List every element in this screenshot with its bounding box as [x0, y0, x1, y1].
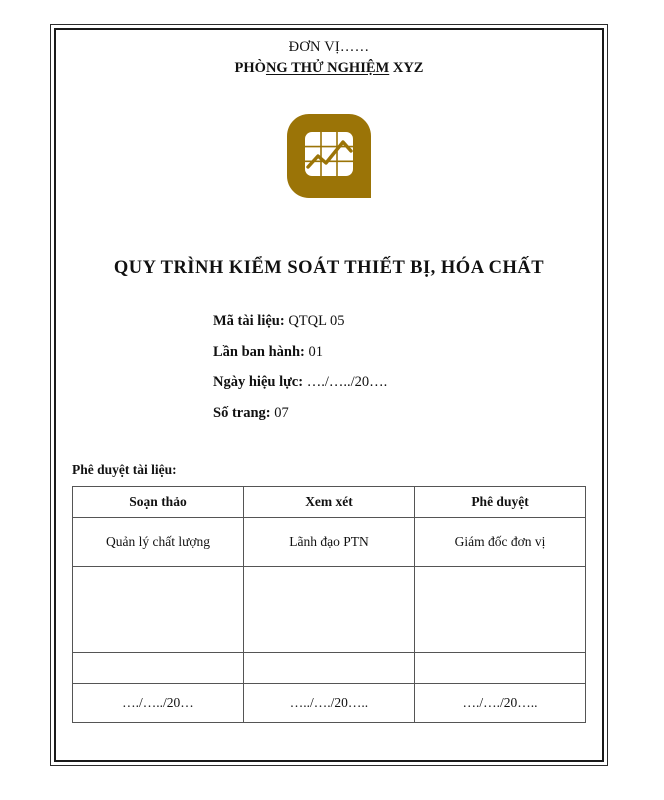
table-header-row	[73, 487, 586, 518]
metadata-value: 07	[274, 404, 289, 421]
document-title: QUY TRÌNH KIỂM SOÁT THIẾT BỊ, HÓA CHẤT	[113, 258, 545, 279]
table-cell	[244, 653, 415, 684]
chart-document-logo-icon	[285, 112, 373, 200]
laboratory-name-suffix: XYZ	[389, 59, 424, 76]
metadata-row-lan-ban-hanh	[213, 345, 600, 360]
metadata-label: Ngày hiệu lực:	[213, 374, 304, 391]
table-cell	[73, 567, 244, 653]
document-metadata	[58, 314, 600, 420]
column-header-phe-duyet: Phê duyệt	[415, 487, 586, 518]
metadata-label: Số trang:	[213, 404, 271, 421]
metadata-label: Mã tài liệu:	[213, 313, 285, 330]
table-cell	[415, 567, 586, 653]
table-row-blank	[73, 653, 586, 684]
table-cell: Quản lý chất lượng	[73, 518, 244, 567]
metadata-row-ngay-hieu-luc	[213, 375, 600, 390]
metadata-value: …./…../20….	[306, 374, 388, 391]
laboratory-line	[58, 59, 600, 79]
logo-container	[58, 112, 600, 200]
metadata-label: Lần ban hành:	[213, 343, 305, 360]
metadata-value: QTQL 05	[288, 313, 345, 330]
organization-line: ĐƠN VỊ……	[288, 39, 370, 55]
metadata-row-ma-tai-lieu	[213, 314, 600, 329]
laboratory-name-underlined: NG THỬ NGHIỆM	[265, 59, 390, 76]
column-header-soan-thao: Soạn thảo	[73, 487, 244, 518]
masthead	[58, 32, 600, 78]
table-row-dates	[73, 684, 586, 723]
approval-table	[72, 486, 586, 723]
table-cell	[73, 653, 244, 684]
table-cell: …../…./20…..	[244, 684, 415, 723]
document-page	[58, 32, 600, 758]
column-header-xem-xet: Xem xét	[244, 487, 415, 518]
table-cell	[415, 653, 586, 684]
table-cell: Giám đốc đơn vị	[415, 518, 586, 567]
table-row	[73, 518, 586, 567]
table-cell	[244, 567, 415, 653]
table-cell: …./…../20…	[73, 684, 244, 723]
laboratory-name-prefix: PHÒ	[234, 59, 266, 76]
metadata-value: 01	[308, 343, 324, 360]
table-row-signature-area	[73, 567, 586, 653]
approval-section-label: Phê duyệt tài liệu:	[72, 462, 177, 478]
table-cell: Lãnh đạo PTN	[244, 518, 415, 567]
metadata-row-so-trang	[213, 406, 600, 421]
table-cell: …./…./20…..	[415, 684, 586, 723]
